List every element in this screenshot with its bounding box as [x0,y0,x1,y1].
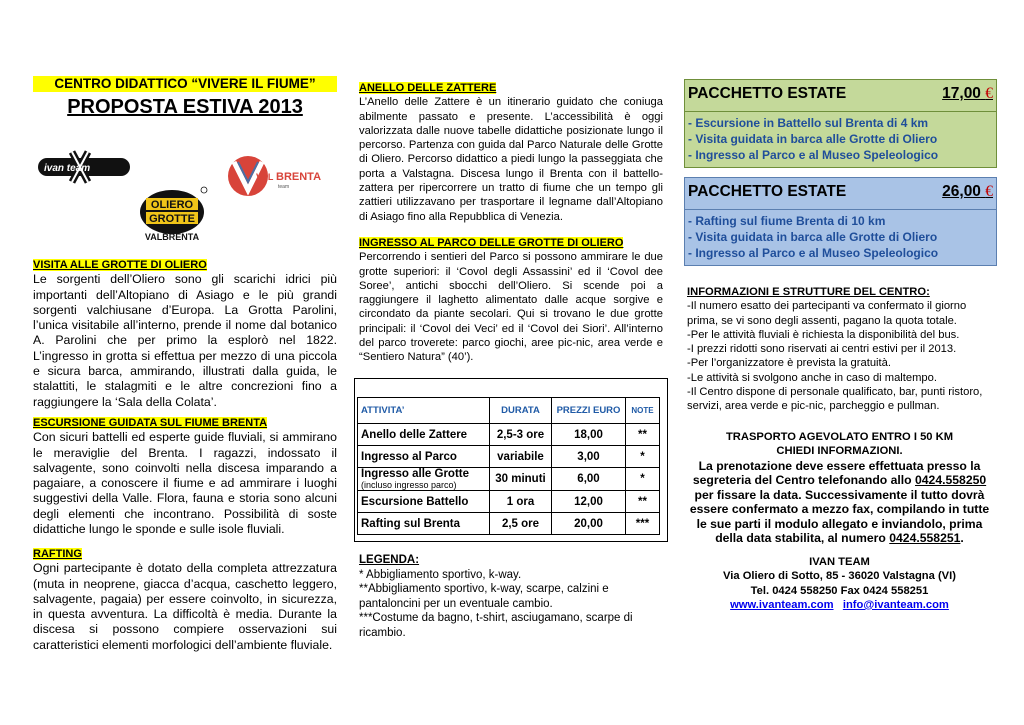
package-price [942,83,993,111]
grotte-logo-word: GROTTE [149,213,195,225]
info-line: -I prezzi ridotti sono riservati ai centri estivi per il 2013. [687,343,957,356]
oliero-grotte-logo [138,186,210,244]
contact-section [684,555,995,612]
legenda-line: **Abbigliamento sportivo, k-way, scarpe, calzini e pantaloncini per un eventuale cambio. [359,583,609,610]
val-logo-word: VAL [256,172,274,182]
legenda-title: LEGENDA: [359,554,420,566]
activity-cell: Escursione Battello [358,491,490,513]
table-row [358,424,660,446]
note-cell: ** [626,424,660,446]
valbrenta-team-logo [226,150,326,202]
email-link[interactable]: info@ivanteam.com [842,598,949,611]
info-line: -Le attività si svolgono anche in caso di maltempo. [687,371,937,384]
team-logo-word: team [278,184,290,190]
legenda-line: ***Costume da bagno, t-shirt, asciugamano, scarpe di ricambio. [359,612,633,639]
euro-symbol: € [985,183,993,200]
note-cell: ** [626,491,660,513]
visita-text: Le sorgenti dell’Oliero sono gli scarichi idrici più importanti dell’Altopiano di Asiago e le più grandi sorgenti valchiusane d’Europa. La Grotta Parolini, l’unica visitabile all’interno, prende il nome dal botanico A. Parolini che per primo la esplorò nel 1822. L’ingresso in grotta si effettua per mezzo di una piccola e sicura barca, ammirando, illustrati dalla guida, le stalattiti, le stalagmiti e le altre concrezioni fino a raggiungere la ‘Sala della Colata’. [33,272,337,409]
activity-cell [358,468,490,491]
note-cell: *** [626,513,660,535]
table-row [358,491,660,513]
package-item: - Visita guidata in barca alle Grotte di Oliero [688,230,938,244]
anello-text: L’Anello delle Zattere è un itinerario guidato che coniuga abilmente passato e presente. L’accessibilità è oggi valorizzata dalle nuove tabelle didattiche posizionate lungo il percorso. Partenza con guida dal Parco Naturale delle Grotte di Oliero. Percorso didattico a piedi lungo la passeggiata che porta a Valstagna. Discesa lungo il Brenta con il battello-zattera per ripercorrere un tratto di fiume che un tempo gli zattieri utilizzavano per trasportare il legname dall’Altopiano di Asiago fino alla Repubblica di Venezia. [359,96,663,223]
contact-name: IVAN TEAM [809,556,870,568]
table-row [358,446,660,468]
package-item: - Ingresso al Parco e al Museo Speleologico [688,246,939,260]
package-header [685,80,996,112]
escursione-title: ESCURSIONE GUIDATA SUL FIUME BRENTA [33,417,268,429]
transport-line: TRASPORTO AGEVOLATO ENTRO I 50 KM [725,431,954,443]
page-title: PROPOSTA ESTIVA 2013 [67,96,303,118]
price-cell: 12,00 [552,491,626,513]
ingresso-title: INGRESSO AL PARCO DELLE GROTTE DI OLIERO [359,237,624,249]
info-title: INFORMAZIONI E STRUTTURE DEL CENTRO: [687,286,930,298]
table-header-row [358,398,660,424]
brenta-logo-word: BRENTA [276,171,322,183]
package-header [685,178,996,210]
package-title: PACCHETTO ESTATE [688,85,847,102]
activity-cell: Anello delle Zattere [358,424,490,446]
euro-symbol: € [985,85,993,102]
escursione-text: Con sicuri battelli ed esperte guide fluviali, si ammirano le meraviglie del Brenta. I ragazzi, indossato il salvagente, sono coinvolti nella discesa imparando a pagaiare, a conoscere il fiume e ad ammirare i luoghi suggestivi della Valle. Flora, fauna e storia sono alcuni degli elementi che incontrano. Possibilità di soste didattiche lungo le sponde e sulle isole fluviali. [33,430,337,537]
header-note: NOTE [626,398,660,424]
note-cell: * [626,468,660,491]
visita-title: VISITA ALLE GROTTE DI OLIERO [33,259,207,271]
package-price [942,181,993,209]
rafting-section [33,546,337,653]
activity-cell: Rafting sul Brenta [358,513,490,535]
booking-text [684,459,995,546]
contact-phone: Tel. 0424 558250 Fax 0424 558251 [750,584,929,597]
package-price-value: 17,00 [942,85,981,102]
ingresso-text: Percorrendo i sentieri del Parco si possono ammirare le due grotte superiori: il ‘Covol degli Assassini’ ed il ‘Covol dee Soree’, antichi sbocchi dell’Oliero. Si scende poi a raggiungere il laghetto alimentato dalle acque sorgive e circondato da piante secolari. Qui si trovano le due grotte principali: il ‘Covol dei Veci’ ed il ‘Covol dei Siori’. All’interno del parco troverete: parco giochi, aree pic-nic, area verde e “Sentiero Natura” (40’). [359,251,663,364]
booking-text-end: . [960,531,964,546]
anello-section [359,81,663,224]
oliero-logo-word: OLIERO [150,199,194,211]
booking-text-mid: per fissare la data. Successivamente il tutto dovrà essere confermato a mezzo fax, compilando in tutte le sue parti il modulo allegato e inviandolo, prima della data stabilita, al numero [689,487,990,546]
ingresso-section [359,236,663,365]
info-line: -Il Centro dispone di personale qualificato, bar, punti ristoro, servizi, area verde e pic-nic, parcheggio e pullman. [687,386,983,413]
header-attivita: ATTIVITA’ [358,398,490,424]
rafting-title: RAFTING [33,548,82,560]
info-line: -Per le attività fluviali è richiesta la disponibilità del bus. [687,328,960,341]
table-row [358,468,660,491]
rafting-text: Ogni partecipante è dotato della completa attrezzatura (muta in neoprene, giacca d’acqua, caschetto leggero, salvagente, pagaia) per essere coinvolto, in sicurezza, in questa avventura. La difficoltà è media. Durante la discesa si possono compiere osservazioni sui caratteristici elementi morfologici dell’ambiente fluviale. [33,561,337,652]
fax-number: 0424.558251 [889,531,961,546]
package-price-value: 26,00 [942,183,981,200]
package-item: - Rafting sul fiume Brenta di 10 km [688,214,886,228]
price-cell: 20,00 [552,513,626,535]
duration-cell: 1 ora [490,491,552,513]
visita-section [33,257,337,410]
centro-title: CENTRO DIDATTICO “VIVERE IL FIUME” [33,76,337,92]
activity-label: Ingresso alle Grotte [361,468,470,480]
website-link[interactable]: www.ivanteam.com [730,598,834,611]
header-durata: DURATA [490,398,552,424]
transport-section [684,430,995,546]
legenda-section [359,553,663,640]
escursione-section [33,415,337,537]
duration-cell: 2,5 ore [490,513,552,535]
ivan-team-logo-text: ivan team [44,163,91,174]
package-box [684,177,997,266]
price-cell: 3,00 [552,446,626,468]
valbrenta-logo-word: VALBRENTA [144,232,200,242]
table-row [358,513,660,535]
duration-cell: variabile [490,446,552,468]
activity-cell: Ingresso al Parco [358,446,490,468]
package-box [684,79,997,168]
header-prezzi: PREZZI EURO [552,398,626,424]
note-cell: * [626,446,660,468]
anello-title: ANELLO DELLE ZATTERE [359,82,497,94]
price-table [357,397,660,535]
contact-links [684,598,995,612]
info-line: -Il numero esatto dei partecipanti va confermato il giorno prima, se vi sono degli assenti, pagano la quota totale. [687,300,967,327]
duration-cell: 30 minuti [490,468,552,491]
package-item: - Ingresso al Parco e al Museo Speleologico [688,148,939,162]
price-cell: 6,00 [552,468,626,491]
legenda-line: * Abbigliamento sportivo, k-way. [359,568,522,581]
package-title: PACCHETTO ESTATE [688,183,847,200]
transport-line: CHIEDI INFORMAZIONI. [776,445,903,458]
package-item: - Visita guidata in barca alle Grotte di Oliero [688,132,938,146]
ivan-team-logo [36,150,132,184]
package-items [685,210,996,265]
contact-address: Via Oliero di Sotto, 85 - 36020 Valstagna (VI) [723,570,956,583]
duration-cell: 2,5-3 ore [490,424,552,446]
package-items [685,112,996,167]
activity-sublabel: (incluso ingresso parco) [361,480,457,490]
package-item: - Escursione in Battello sul Brenta di 4 km [688,116,929,130]
info-section [687,285,995,414]
booking-text-start: La prenotazione deve essere effettuata presso la segreteria del Centro telefonando allo [692,458,981,488]
info-line: -Per l’organizzatore è prevista la gratuità. [687,357,891,370]
phone-number: 0424.558250 [914,473,987,488]
price-cell: 18,00 [552,424,626,446]
